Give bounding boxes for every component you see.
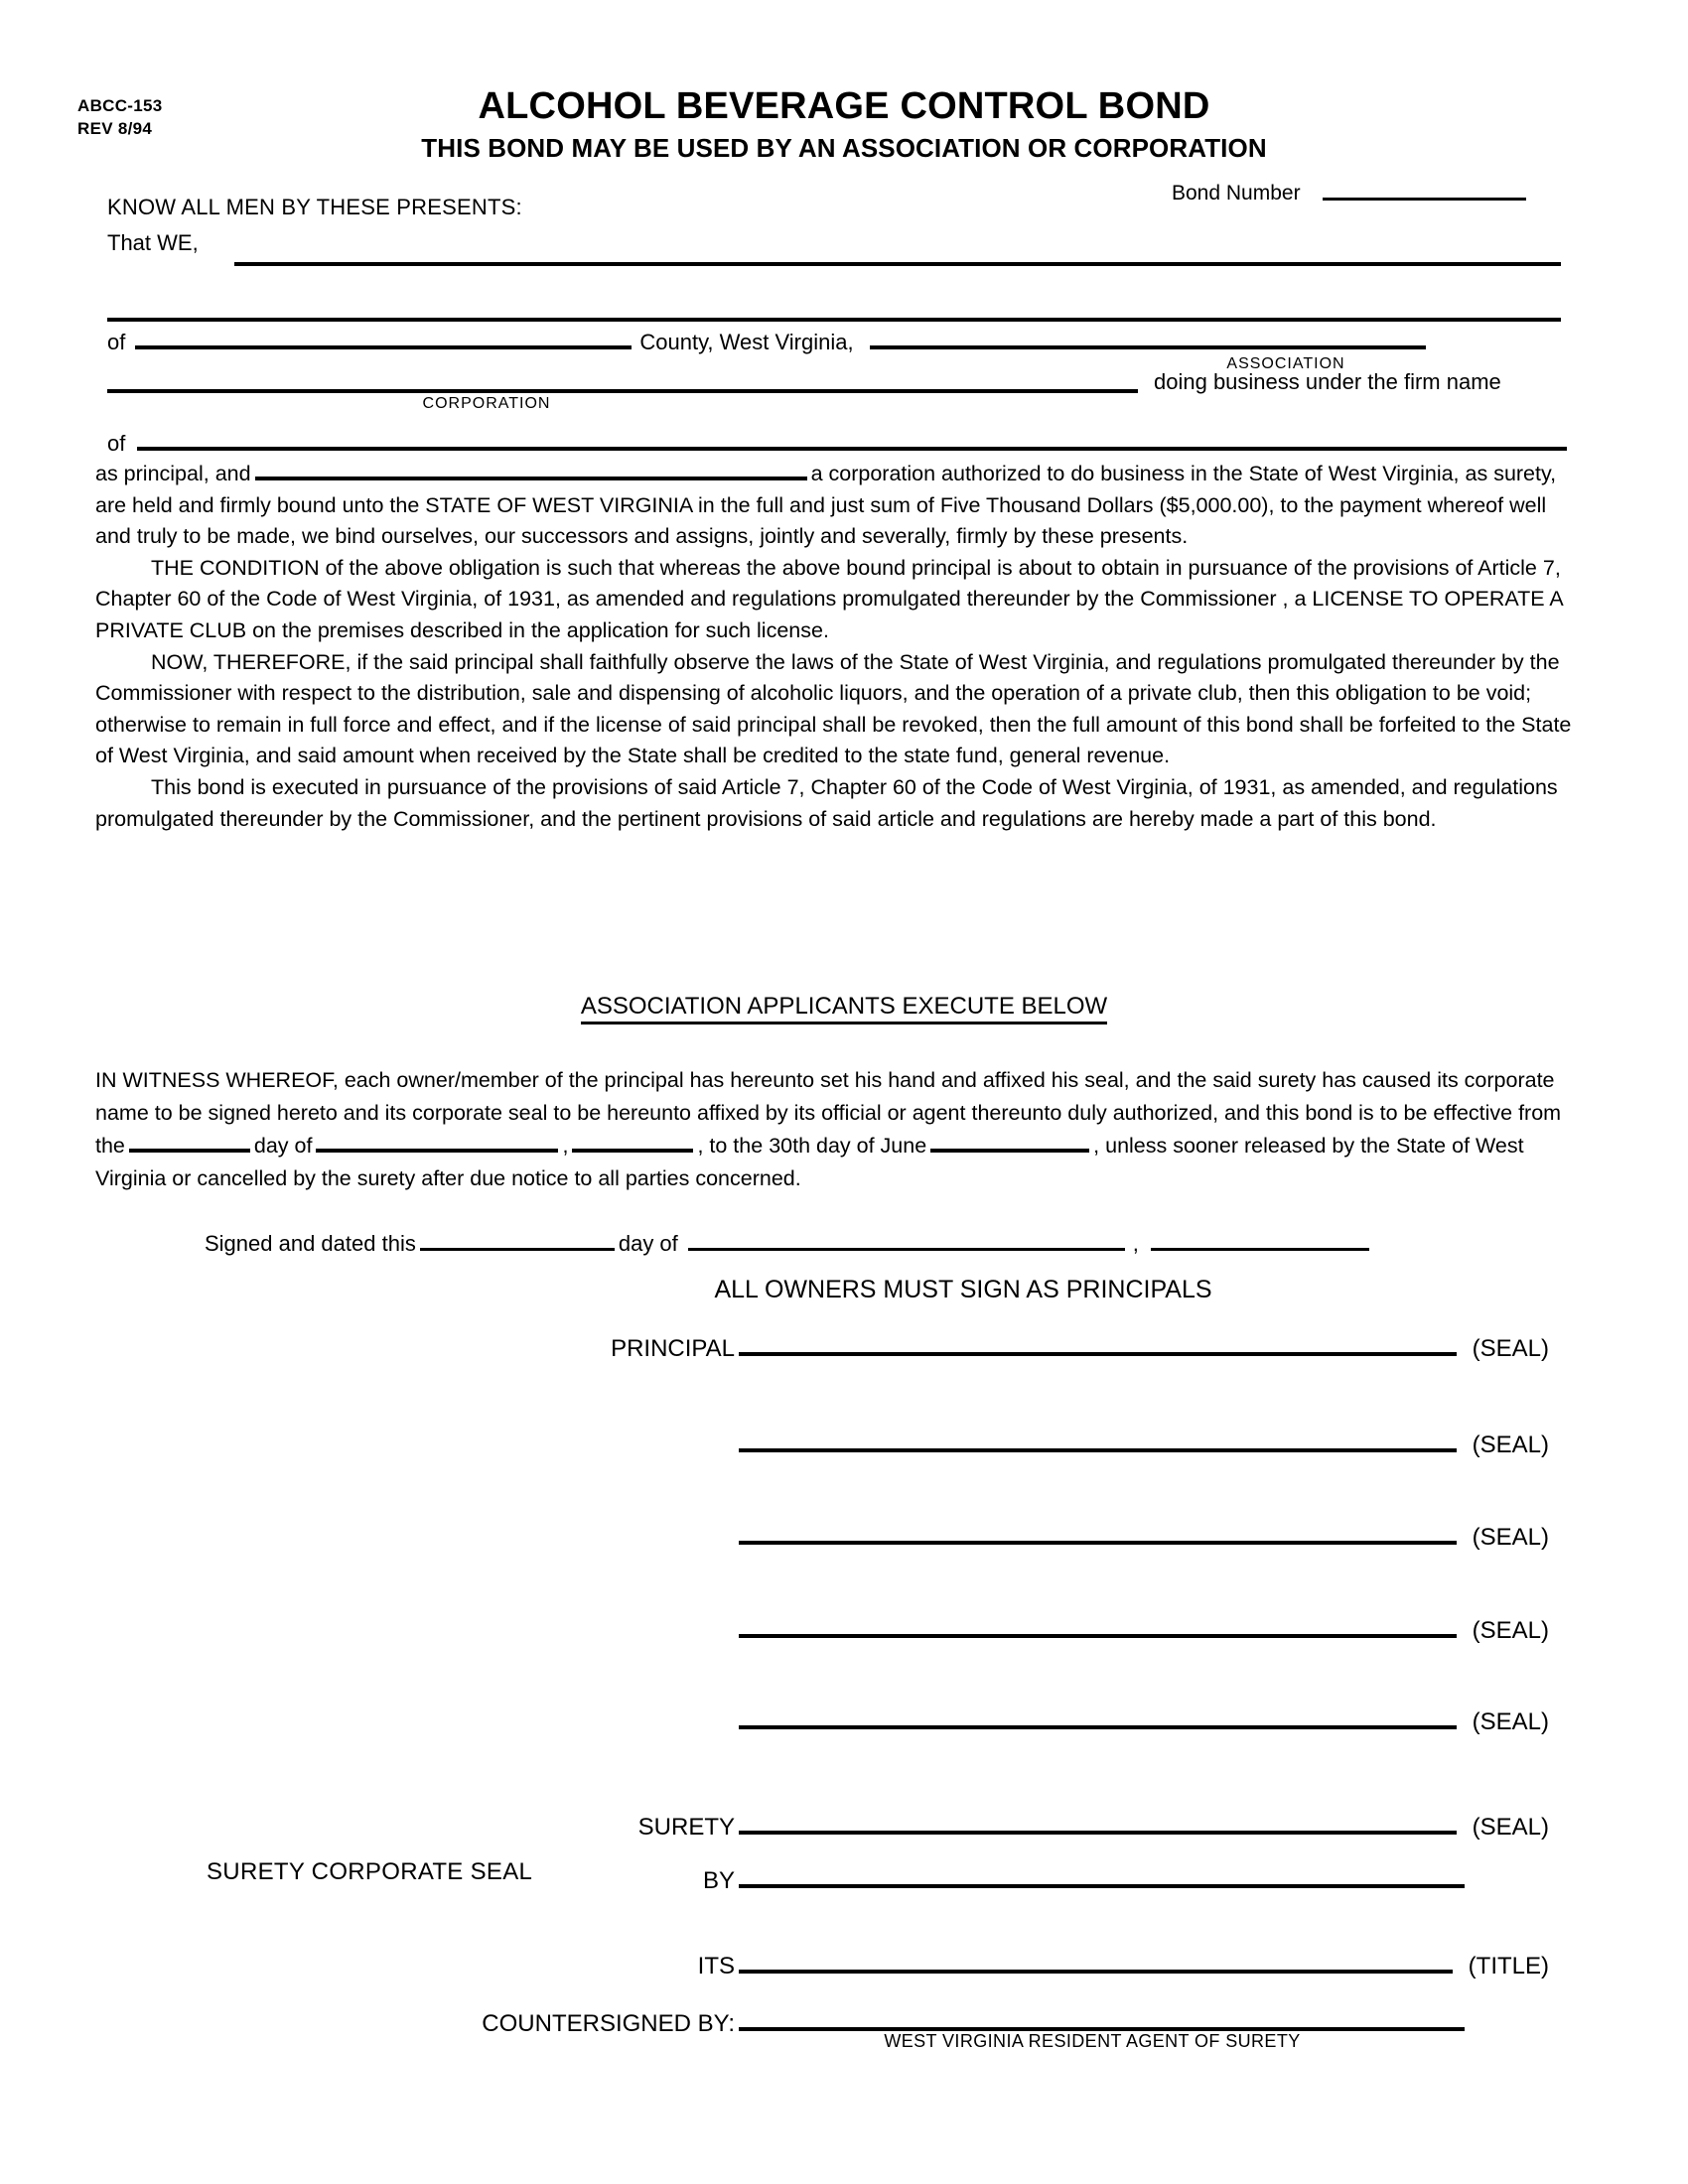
seal-label-5: (SEAL) xyxy=(1472,1708,1549,1735)
caption-association: ASSOCIATION xyxy=(1226,355,1345,372)
surety-label: SURETY xyxy=(637,1814,735,1841)
seal-label-2: (SEAL) xyxy=(1472,1432,1549,1458)
of-label-county: of xyxy=(107,330,126,354)
corporation-name-blank[interactable] xyxy=(107,389,1138,393)
page-title: ALCOHOL BEVERAGE CONTROL BOND xyxy=(478,85,1210,127)
expiry-year-blank[interactable] xyxy=(930,1131,1089,1153)
caption-resident-agent: WEST VIRGINIA RESIDENT AGENT OF SURETY xyxy=(884,2031,1301,2051)
as-principal-and-label: as principal, and xyxy=(95,462,251,485)
association-name-blank[interactable] xyxy=(870,324,1426,349)
paragraph-principal-surety-text: a corporation authorized to do business in the State of West Virginia, as surety, are held and firmly bound unto the STATE OF WEST VIRGINIA in the full and just sum of Five Thousand Dollars ($5,000.00), to the payment whereof well and truly to be made, we bind ourselves, our successors and assigns, jointly and severally, firmly by these presents. xyxy=(95,462,1557,549)
form-number: ABCC-153 xyxy=(77,96,163,115)
section-heading-execute-below-text: ASSOCIATION APPLICANTS EXECUTE BELOW xyxy=(581,993,1107,1024)
surety-name-blank[interactable] xyxy=(255,459,807,480)
document-title-block xyxy=(0,87,1688,164)
countersigned-blank[interactable] xyxy=(739,2005,1465,2031)
surety-its-blank[interactable] xyxy=(739,1948,1453,1974)
signed-year-blank[interactable] xyxy=(1151,1228,1369,1251)
principal-signature-blank-4[interactable] xyxy=(739,1612,1457,1638)
principal-signature-blank-5[interactable] xyxy=(739,1704,1457,1729)
signed-and-dated-label: Signed and dated this xyxy=(205,1231,416,1256)
county-blank[interactable] xyxy=(135,324,632,349)
bond-number-blank[interactable] xyxy=(1323,198,1526,201)
principal-signature-blank-2[interactable] xyxy=(739,1427,1457,1452)
signed-month-blank[interactable] xyxy=(688,1228,1125,1251)
paragraph-in-witness-whereof xyxy=(95,1064,1589,1196)
surety-signature-row xyxy=(596,1809,1549,1842)
bond-number-field xyxy=(1172,182,1526,205)
principal-signature-row-2 xyxy=(596,1427,1549,1459)
principal-name-blank-line-2[interactable] xyxy=(107,318,1561,322)
that-we-label: That WE, xyxy=(107,230,199,255)
paragraph-principal-surety xyxy=(95,459,1581,553)
principal-name-blank-line-1[interactable] xyxy=(234,262,1561,266)
seal-label-1: (SEAL) xyxy=(1472,1335,1549,1362)
signed-day-blank[interactable] xyxy=(420,1228,615,1251)
county-state-text: County, West Virginia, xyxy=(639,330,854,354)
title-label: (TITLE) xyxy=(1468,1953,1549,1979)
body-text-block xyxy=(95,459,1581,835)
county-row xyxy=(107,324,1567,355)
principal-signature-blank-3[interactable] xyxy=(739,1519,1457,1545)
principal-signature-row-3 xyxy=(596,1519,1549,1552)
firm-name-blank[interactable] xyxy=(137,425,1567,451)
witness-segment-1: IN WITNESS WHEREOF, each owner/member of the principal has hereunto set his hand and affixed his seal, and the said surety has caused its corporate name to be signed hereto and its corporate seal to be hereunto affixed by its official or agent thereunto duly authorized, and this bond is to be effective from the xyxy=(95,1067,1562,1159)
effective-month-blank[interactable] xyxy=(316,1131,558,1153)
all-owners-note: ALL OWNERS MUST SIGN AS PRINCIPALS xyxy=(714,1276,1212,1303)
principal-signature-row-1 xyxy=(596,1330,1549,1363)
surety-its-row xyxy=(596,1948,1549,1980)
paragraph-this-bond-executed: This bond is executed in pursuance of the provisions of said Article 7, Chapter 60 of the Code of West Virginia, of 1931, as amended, and regulations promulgated thereunder by the Commissioner, and the pertinent provisions of said article and regulations are hereby made a part of this bond. xyxy=(95,774,1558,831)
know-all-men-text: KNOW ALL MEN BY THESE PRESENTS: xyxy=(107,195,522,219)
form-revision: REV 8/94 xyxy=(77,118,153,138)
witness-segment-6: , unless sooner released by the State of West Virginia or cancelled by the surety after due notice to all parties concerned. xyxy=(95,1134,1524,1191)
witness-segment-3: , xyxy=(562,1134,569,1159)
seal-label-surety: (SEAL) xyxy=(1472,1814,1549,1841)
principal-signature-blank-1[interactable] xyxy=(739,1330,1457,1356)
surety-signature-blank[interactable] xyxy=(739,1809,1457,1835)
principal-signature-row-4 xyxy=(596,1612,1549,1645)
seal-label-4: (SEAL) xyxy=(1472,1617,1549,1644)
signed-comma: , xyxy=(1132,1231,1139,1256)
signed-day-of-label: day of xyxy=(618,1231,678,1256)
effective-year-blank[interactable] xyxy=(572,1131,693,1153)
witness-paragraph-block xyxy=(95,1042,1589,1217)
section-heading-execute-below xyxy=(0,993,1688,1021)
witness-segment-4: , to the xyxy=(697,1134,764,1159)
witness-segment-2: day of xyxy=(253,1134,313,1159)
its-label: ITS xyxy=(697,1953,735,1979)
principal-label: PRINCIPAL xyxy=(611,1335,735,1362)
surety-by-row xyxy=(596,1862,1465,1895)
paragraph-now-therefore: NOW, THEREFORE, if the said principal shall faithfully observe the laws of the State of West Virginia, and regulations promulgated thereunder by the Commissioner with respect to the distribution, sale and dispensing of alcoholic liquors, and the operation of a private club, then this obligation to be void; otherwise to remain in full force and effect, and if the license of said principal shall be revoked, then the full amount of this bond shall be forfeited to the State of West Virginia, and said amount when received by the State shall be credited to the state fund, general revenue. xyxy=(95,649,1572,768)
firm-name-row xyxy=(107,425,1567,457)
witness-segment-5: 30th day of June xyxy=(769,1134,927,1159)
page-subtitle: THIS BOND MAY BE USED BY AN ASSOCIATION OR CORPORATION xyxy=(421,132,1267,163)
signed-and-dated-row xyxy=(205,1228,1595,1257)
countersigned-by-label: COUNTERSIGNED BY: xyxy=(482,2010,735,2037)
of-label-firm: of xyxy=(107,431,126,456)
seal-label-3: (SEAL) xyxy=(1472,1524,1549,1551)
principal-signature-row-5 xyxy=(596,1704,1549,1736)
paragraph-the-condition: THE CONDITION of the above obligation is such that whereas the above bound principal is about to obtain in pursuance of the provisions of Article 7, Chapter 60 of the Code of West Virginia, of 1931, as amended and regulations promulgated thereunder by the Commissioner , a LICENSE TO OPERATE A PRIVATE CLUB on the premises described in the application for such license. xyxy=(95,555,1563,642)
caption-corporation: CORPORATION xyxy=(422,395,551,412)
bond-number-label: Bond Number xyxy=(1172,182,1301,205)
doing-business-text: doing business under the firm name xyxy=(1154,369,1501,394)
surety-corporate-seal-label: SURETY CORPORATE SEAL xyxy=(207,1858,533,1885)
surety-by-blank[interactable] xyxy=(739,1862,1465,1888)
by-label: BY xyxy=(702,1867,735,1894)
effective-day-blank[interactable] xyxy=(129,1131,250,1153)
